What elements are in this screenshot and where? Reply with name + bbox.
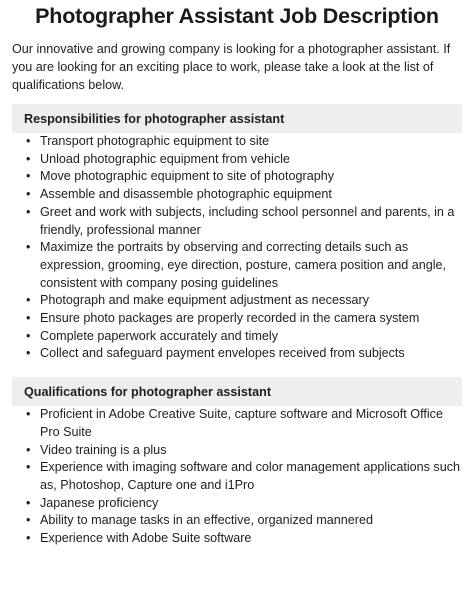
qualifications-heading: Qualifications for photographer assistant <box>24 384 272 399</box>
list-item: • Photograph and make equipment adjustment as necessary <box>12 292 462 310</box>
list-item: • Collect and safeguard payment envelopes received from subjects <box>12 345 462 363</box>
list-item: • Video training is a plus <box>12 442 462 460</box>
list-item: • Japanese proficiency <box>12 495 462 513</box>
list-item: • Unload photographic equipment from vehicle <box>12 151 462 169</box>
responsibilities-list <box>12 133 462 363</box>
responsibilities-header <box>12 104 462 133</box>
list-item: • Experience with Adobe Suite software <box>12 530 462 548</box>
page-title: Photographer Assistant Job Description <box>35 4 439 28</box>
list-item: • Ability to manage tasks in an effective, organized mannered <box>12 512 462 530</box>
list-item: • Transport photographic equipment to site <box>12 133 462 151</box>
list-item: • Assemble and disassemble photographic equipment <box>12 186 462 204</box>
list-item: • Move photographic equipment to site of photography <box>12 168 462 186</box>
list-item: • Complete paperwork accurately and timely <box>12 328 462 346</box>
list-item: • Proficient in Adobe Creative Suite, capture software and Microsoft Office Pro Suite <box>12 406 462 441</box>
list-item: • Maximize the portraits by observing and correcting details such as expression, grooming, eye direction, posture, camera position and angle, consistent with company posing guidelines <box>12 239 462 292</box>
responsibilities-heading: Responsibilities for photographer assistant <box>24 111 285 126</box>
qualifications-list <box>12 406 462 548</box>
list-item: • Ensure photo packages are properly recorded in the camera system <box>12 310 462 328</box>
list-item: • Greet and work with subjects, including school personnel and parents, in a friendly, professional manner <box>12 204 462 239</box>
intro-paragraph: Our innovative and growing company is looking for a photographer assistant. If you are looking for an exciting place to work, please take a look at the list of qualifications below. <box>12 42 451 92</box>
qualifications-header <box>12 377 462 406</box>
list-item: • Experience with imaging software and color management applications such as, Photoshop, Capture one and i1Pro <box>12 459 462 494</box>
